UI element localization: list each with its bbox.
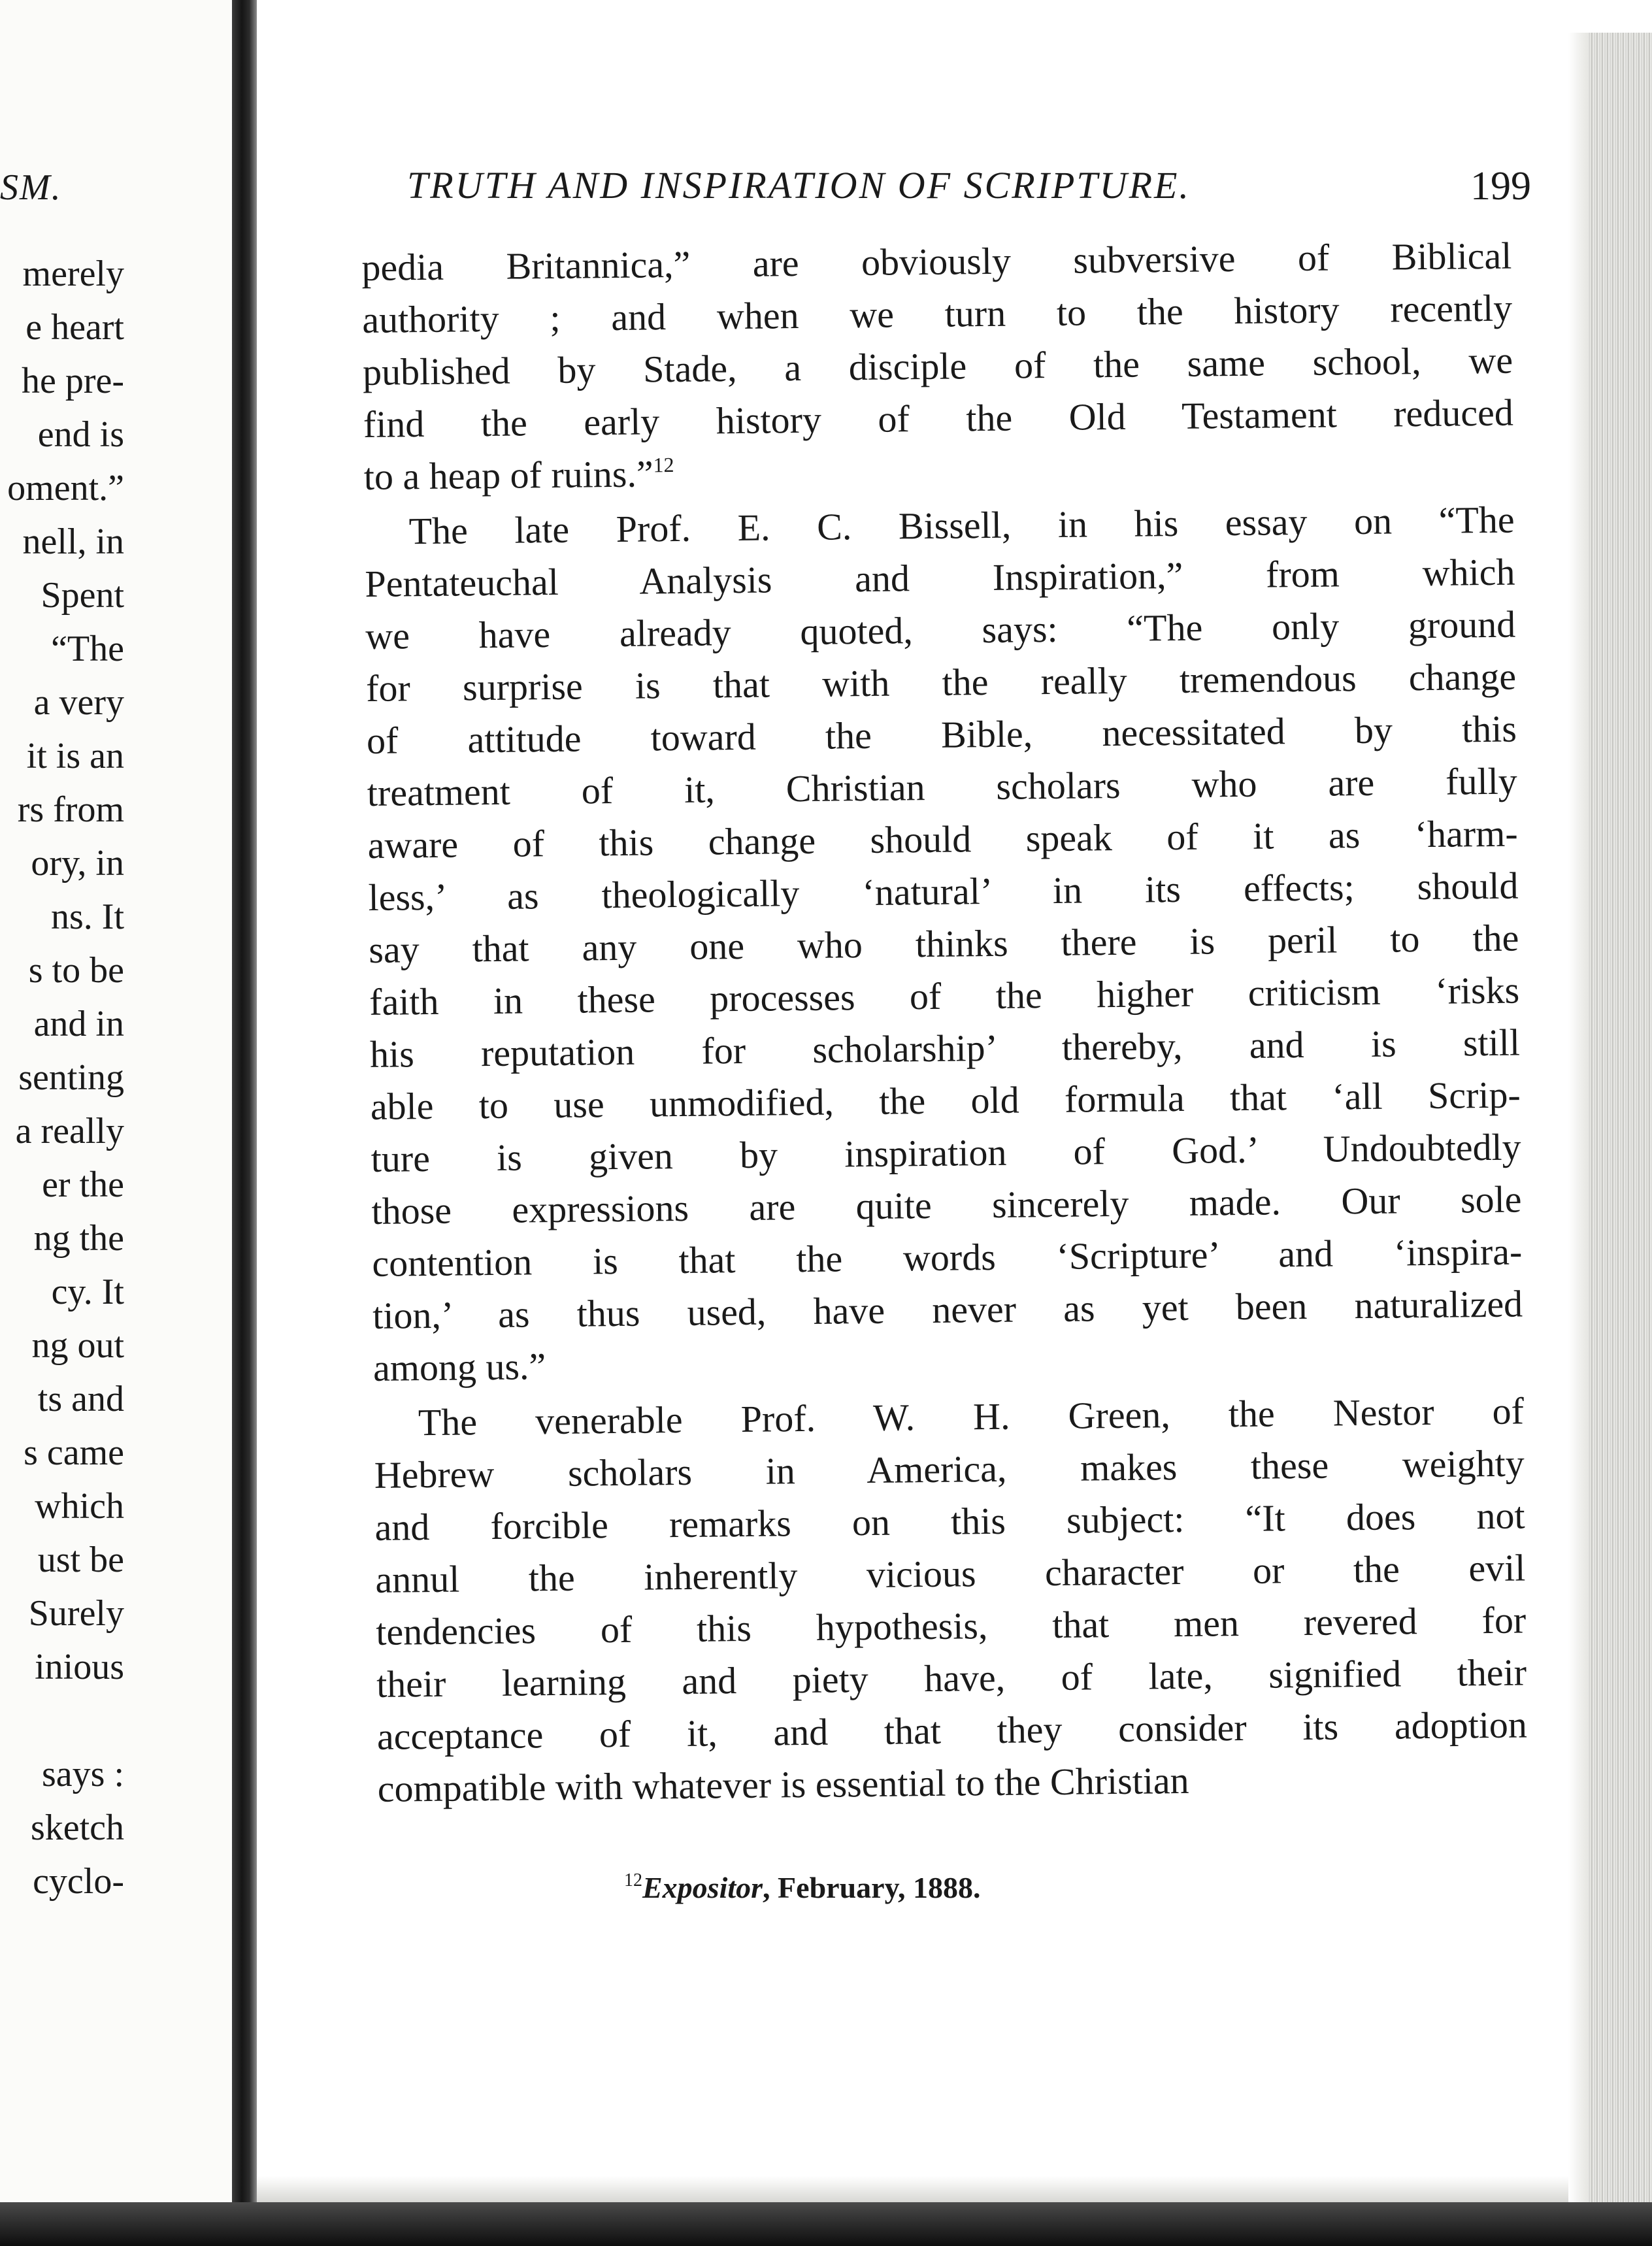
scan-bottom-border xyxy=(0,2202,1652,2246)
left-line-fragment: er the xyxy=(42,1164,124,1205)
left-line-fragment: ust be xyxy=(37,1540,124,1580)
left-line-fragment: “The xyxy=(51,629,124,669)
left-line-fragment: s to be xyxy=(28,950,124,991)
text-line-content: published by Stade, a disciple of the same school, we xyxy=(362,339,1513,393)
left-line-fragment: which xyxy=(35,1486,124,1527)
footnote-source: Expositor xyxy=(642,1871,763,1904)
left-line-fragment: end is xyxy=(37,414,124,455)
left-line-fragment: sketch xyxy=(30,1808,124,1848)
left-line-fragment: rs from xyxy=(17,789,124,830)
book-gutter xyxy=(232,0,257,2246)
left-facing-page xyxy=(0,0,232,2246)
left-line-fragment xyxy=(0,1694,124,1747)
text-line-content: pedia Britannica,” are obviously subversive of Biblical xyxy=(361,234,1512,289)
text-line-content: treatment of it, Christian scholars who are fully xyxy=(367,759,1518,814)
left-line-fragment: senting xyxy=(18,1057,124,1098)
left-running-head-fragment: SM. xyxy=(0,167,62,208)
text-line-content: The late Prof. E. C. Bissell, in his essay on “The xyxy=(408,498,1515,553)
text-line-content: able to use unmodified, the old formula that ‘all Scrip- xyxy=(370,1073,1521,1128)
text-line-content: say that any one who thinks there is peril to the xyxy=(369,916,1519,971)
text-line-content: less,’ as theologically ‘natural’ in its effects; should xyxy=(368,864,1519,919)
text-line-content: tendencies of this hypothesis, that men revered for xyxy=(375,1598,1527,1653)
left-line-fragment: cy. It xyxy=(51,1272,124,1312)
left-line-fragment: he pre- xyxy=(21,361,124,401)
left-line-fragment: Surely xyxy=(28,1593,124,1634)
left-line-fragment: ns. It xyxy=(51,897,124,937)
text-line-content: ture is given by inspiration of God.’ Undoubtedly xyxy=(371,1125,1521,1180)
text-line-content: among us.” xyxy=(372,1345,546,1389)
left-line-fragment: inious xyxy=(35,1647,124,1687)
page-bottom-edge xyxy=(257,2176,1652,2202)
running-head-title: TRUTH AND INSPIRATION OF SCRIPTURE. xyxy=(407,164,1191,206)
left-page-text-fragments xyxy=(0,247,124,1908)
left-line-fragment: ory, in xyxy=(31,843,124,884)
text-line-content: and forcible remarks on this subject: “It does not xyxy=(374,1494,1525,1549)
text-line-content: aware of this change should speak of it as ‘harm- xyxy=(367,812,1518,867)
left-line-fragment: and in xyxy=(33,1004,124,1044)
text-line-content: of attitude toward the Bible, necessitated by this xyxy=(366,707,1517,762)
left-line-fragment: ng out xyxy=(31,1325,124,1366)
footnote-number: 12 xyxy=(624,1870,642,1891)
left-line-fragment: oment.” xyxy=(7,468,124,508)
text-line-content: contention is that the words ‘Scripture’ and ‘inspira- xyxy=(372,1230,1523,1285)
body-text xyxy=(361,230,1528,1815)
text-line-content: annul the inherently vicious character or the evil xyxy=(375,1546,1526,1601)
left-line-fragment: Spent xyxy=(41,575,124,616)
text-line-content: Hebrew scholars in America, makes these weighty xyxy=(374,1442,1525,1496)
text-line-content: The venerable Prof. W. H. Green, the Nestor of xyxy=(418,1389,1525,1444)
page-edge-shadow xyxy=(1568,33,1588,2228)
left-line-fragment: e heart xyxy=(25,307,124,348)
text-line-content: tion,’ as thus used, have never as yet been naturalized xyxy=(372,1282,1523,1337)
text-line-content: his reputation for scholarship’ thereby, and is still xyxy=(369,1021,1521,1076)
running-head xyxy=(407,163,1531,207)
text-line-content: authority ; and when we turn to the history recently xyxy=(361,286,1513,341)
page-edges-stack xyxy=(1588,33,1652,2228)
text-line-content: to a heap of ruins.” xyxy=(363,452,653,498)
text-line-content: compatible with whatever is essential to the Christian xyxy=(377,1759,1189,1810)
text-line-content: acceptance of it, and that they consider its adoption xyxy=(376,1703,1528,1758)
left-line-fragment: nell, in xyxy=(22,521,124,562)
footnote xyxy=(624,1870,1343,1905)
left-line-fragment: it is an xyxy=(26,736,124,776)
left-line-fragment: cyclo- xyxy=(33,1861,124,1902)
text-line-content: we have already quoted, says: “The only ground xyxy=(365,603,1516,657)
left-line-fragment: ng the xyxy=(33,1218,124,1259)
text-line-content: for surprise is that with the really tremendous change xyxy=(365,655,1517,710)
footnote-date: , February, 1888. xyxy=(763,1871,981,1904)
footnote-reference: 12 xyxy=(653,453,674,477)
text-line-content: those expressions are quite sincerely made. Our sole xyxy=(371,1178,1522,1232)
text-line xyxy=(377,1751,1528,1815)
text-line-content: faith in these processes of the higher criticism ‘risks xyxy=(369,968,1520,1023)
left-line-fragment: a really xyxy=(15,1111,124,1151)
text-line-content: Pentateuchal Analysis and Inspiration,” from which xyxy=(365,550,1515,605)
right-page xyxy=(257,0,1652,2246)
left-line-fragment: says : xyxy=(42,1754,124,1794)
text-line-content: their learning and piety have, of late, signified their xyxy=(376,1651,1527,1706)
left-line-fragment: a very xyxy=(33,682,124,723)
left-line-fragment: ts and xyxy=(37,1379,124,1419)
page-number: 199 xyxy=(1470,164,1531,208)
left-line-fragment: s came xyxy=(24,1432,124,1473)
left-line-fragment: merely xyxy=(22,254,124,294)
text-line-content: find the early history of the Old Testament reduced xyxy=(363,391,1514,446)
